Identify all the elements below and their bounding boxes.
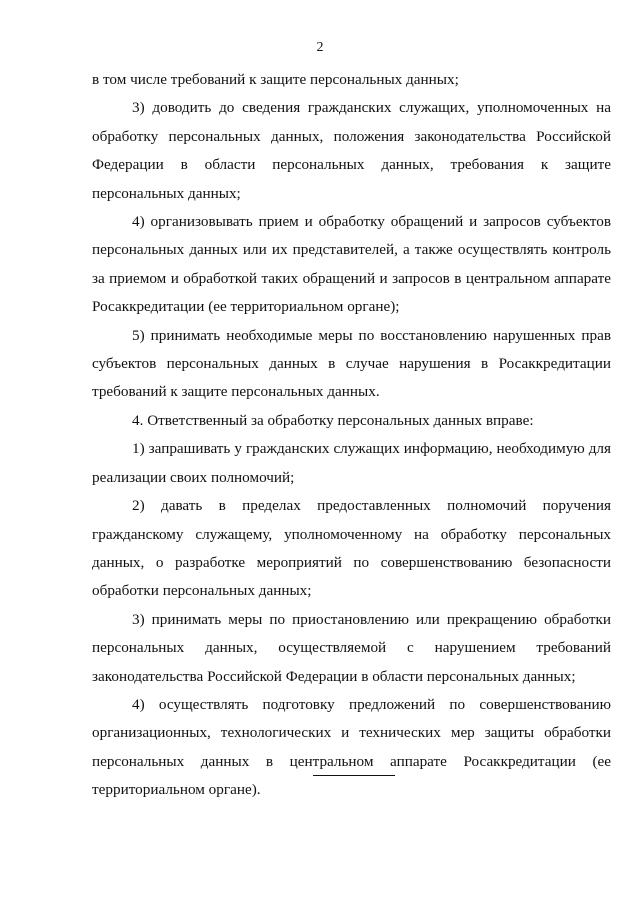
paragraph-right-4-prepare-proposals: 4) осуществлять подготовку предложений по совершенствованию организационных, технологических и технических мер защиты обработки персональных данных в центральном аппарате Росаккредитации (ее территориальном органе). <box>92 695 611 799</box>
paragraph-right-1-request-info: 1) запрашивать у гражданских служащих информацию, необходимую для реализации своих полномочий; <box>92 440 611 486</box>
paragraph-item-4-organize-requests: 4) организовывать прием и обработку обращений и запросов субъектов персональных данных или их представителей, а также осуществлять контроль за приемом и обработкой таких обращений и запросов в центральном аппарате Росаккредитации (ее территориальном органе); <box>92 213 611 316</box>
document-body <box>92 66 611 805</box>
paragraph-continuation: в том числе требований к защите персональных данных; <box>92 71 459 88</box>
paragraph-section-4-heading: 4. Ответственный за обработку персональных данных вправе: <box>132 411 534 429</box>
page-number: 2 <box>316 40 324 55</box>
paragraph-item-5-restore-rights: 5) принимать необходимые меры по восстановлению нарушенных прав субъектов персональных данных в случае нарушения в Росаккредитации требований к защите персональных данных. <box>92 326 611 401</box>
end-separator-line <box>313 775 395 776</box>
paragraph-right-3-suspend-processing: 3) принимать меры по приостановлению или прекращению обработки персональных данных, осуществляемой с нарушением требований законодательства Российской Федерации в области персональных данных; <box>92 610 611 685</box>
paragraph-right-2-give-instructions: 2) давать в пределах предоставленных полномочий поручения гражданскому служащему, уполномоченному на обработку персональных данных, о разработке мероприятий по совершенствованию безопасности обработки персональных данных; <box>92 497 611 600</box>
paragraph-item-3-communicate-requirements: 3) доводить до сведения гражданских служащих, уполномоченных на обработку персональных данных, положения законодательства Российской Федерации в области персональных данных, требования к защите персональных данных; <box>92 99 611 202</box>
